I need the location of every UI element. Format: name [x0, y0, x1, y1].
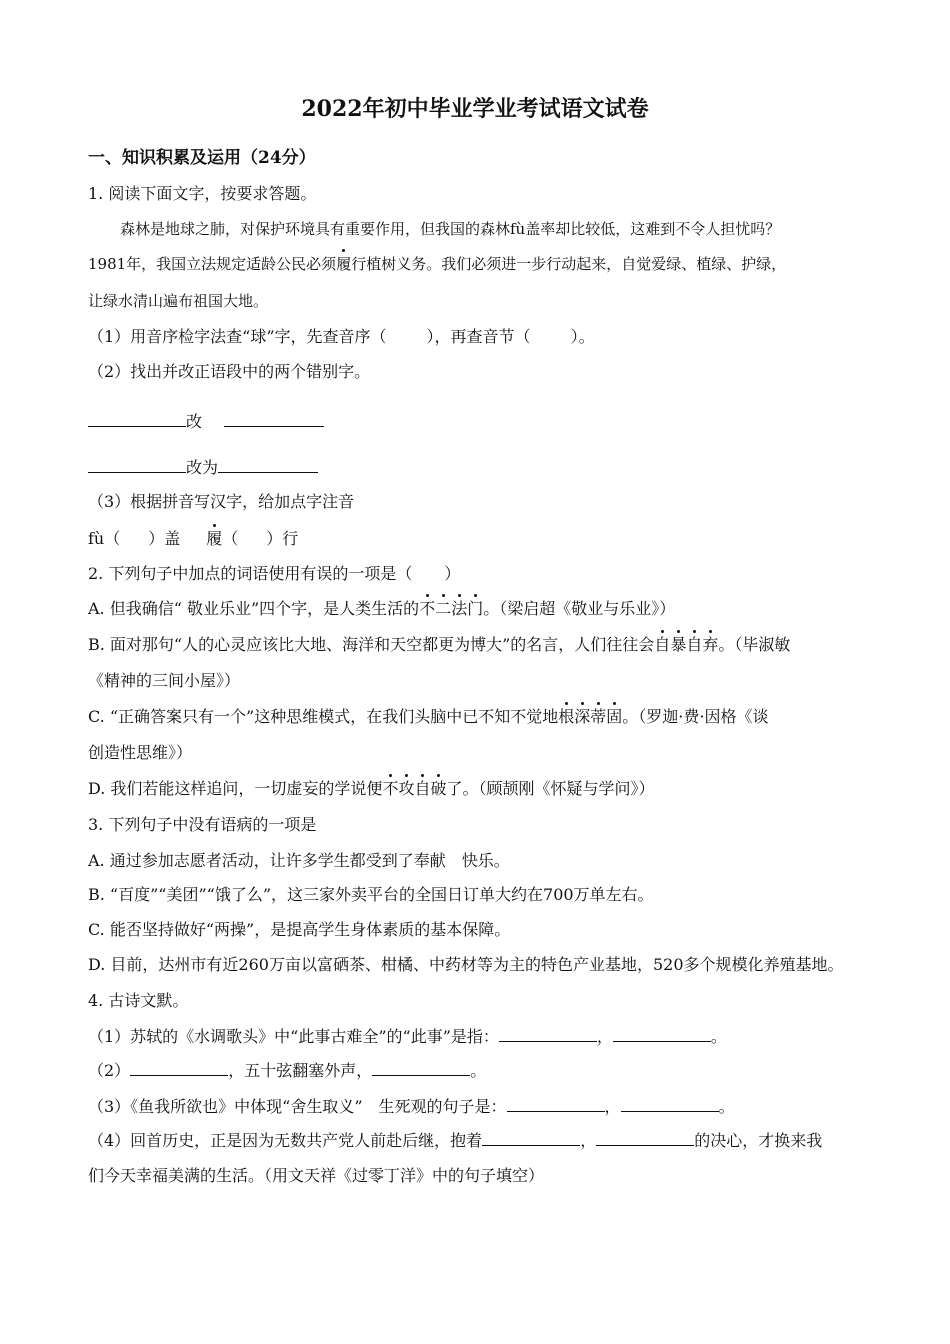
q4-sub3: [88, 1095, 735, 1118]
pinyin-text: ）盖: [148, 529, 181, 548]
option-text: 了。（顾颉刚《怀疑与学问》）: [446, 779, 655, 798]
answer-blank[interactable]: [130, 1059, 228, 1076]
q1-passage-line-3: 让绿水清山遍布祖国大地。: [88, 292, 269, 310]
q1-passage-line-2: [88, 253, 786, 275]
sub1-text: ），再查音节（: [426, 327, 531, 346]
q4-text: 的决心，才换来我: [694, 1131, 823, 1150]
q4-text: 。: [710, 1027, 727, 1046]
q3-option-c[interactable]: C. 能否坚持做好“两操”，是提高学生身体素质的基本保障。: [88, 920, 511, 939]
q1-pinyin-row: [88, 528, 298, 550]
dotted-character: 履: [336, 255, 352, 273]
answer-blank[interactable]: [88, 410, 186, 427]
q2-option-c[interactable]: [88, 706, 768, 728]
dotted-character: 弃: [702, 635, 719, 654]
pinyin-text: ）行: [266, 529, 299, 548]
fix-label: 改为: [186, 458, 219, 477]
q4-text: （4）回首历史，正是因为无数共产党人前赴后继，抱着: [88, 1131, 483, 1150]
q4-text: ，: [596, 1027, 613, 1046]
q3-option-b[interactable]: B. “百度”“美团”“饿了么”，这三家外卖平台的全国日订单大约在700万单左右。: [88, 885, 654, 904]
option-text: D. 我们若能这样追问，一切虚妄的学说便: [88, 779, 383, 798]
q2-option-a[interactable]: [88, 598, 675, 620]
q2-option-b-cont: 《精神的三间小屋》）: [88, 671, 241, 690]
q1-sub1: [88, 326, 595, 348]
q4-text: 。: [470, 1061, 487, 1080]
option-text: 。（罗迦·费·因格《谈: [622, 707, 769, 726]
answer-blank[interactable]: [224, 410, 324, 427]
pinyin-text: fù（: [88, 529, 121, 548]
dotted-character: 不: [419, 599, 436, 618]
q1-fix-row-2: [88, 456, 318, 479]
option-text: 。（毕淑敏: [718, 635, 791, 654]
option-text: B. 面对那句“人的心灵应该比大地、海洋和天空都更为博大”的名言，人们往往会: [88, 635, 655, 654]
q2-option-d[interactable]: [88, 778, 655, 800]
q2-stem: 2. 下列句子中加点的词语使用有误的一项是（ ）: [88, 564, 461, 583]
dotted-character: 二: [435, 599, 452, 618]
option-text: C. “正确答案只有一个”这种思维模式，在我们头脑中已不知不觉地: [88, 707, 559, 726]
fix-label: 改: [186, 412, 203, 431]
q1-passage-line-1: 森林是地球之肺，对保护环境具有重要作用，但我国的森林fù盖率却比较低，这难到不令人担忧吗？: [120, 220, 781, 238]
answer-blank[interactable]: [596, 1129, 694, 1146]
q1-sub2: （2）找出并改正语段中的两个错别字。: [88, 362, 371, 381]
answer-blank[interactable]: [482, 1129, 580, 1146]
dotted-character: 根: [558, 707, 575, 726]
section-heading: 一、知识积累及运用（24分）: [88, 148, 316, 168]
q4-text: （2）: [88, 1061, 131, 1080]
dotted-character: 门: [467, 599, 484, 618]
q3-option-a[interactable]: A. 通过参加志愿者活动，让许多学生都受到了奉献 快乐。: [88, 851, 510, 870]
q3-option-d[interactable]: D. 目前，达州市有近260万亩以富硒茶、柑橘、中药材等为主的特色产业基地，520多个规模化养殖基地。: [88, 955, 844, 974]
dotted-character: 暴: [670, 635, 687, 654]
option-text: 。（梁启超《敬业与乐业》）: [483, 599, 676, 618]
q2-option-b[interactable]: [88, 634, 790, 656]
passage-text: 行植树义务。我们必须进一步行动起来，自觉爱绿、植绿、护绿，: [351, 255, 787, 273]
q4-sub2: [88, 1059, 486, 1082]
dotted-character: 法: [451, 599, 468, 618]
q1-fix-row-1: [88, 410, 324, 433]
q3-stem: 3. 下列句子中没有语病的一项是: [88, 815, 317, 834]
q4-sub4: [88, 1129, 822, 1152]
sub1-text: ）。: [570, 327, 595, 346]
q1-sub3: （3）根据拼音写汉字，给加点字注音: [88, 492, 355, 511]
answer-blank[interactable]: [88, 456, 186, 473]
dotted-character: 攻: [398, 779, 415, 798]
q4-text: （3）《鱼我所欲也》中体现“舍生取义” 生死观的句子是：: [88, 1097, 507, 1116]
passage-text: 1981年，我国立法规定适龄公民必须: [88, 255, 337, 273]
q4-stem: 4. 古诗文默。: [88, 991, 189, 1010]
q4-text: 。: [718, 1097, 735, 1116]
q4-text: ，五十弦翻塞外声，: [228, 1061, 373, 1080]
answer-blank[interactable]: [372, 1059, 470, 1076]
dotted-character: 破: [430, 779, 447, 798]
dotted-character: 不: [382, 779, 399, 798]
q4-sub1: [88, 1025, 727, 1048]
dotted-character: 自: [414, 779, 431, 798]
q2-option-c-cont: 创造性思维》）: [88, 743, 193, 762]
q4-text: ，: [580, 1131, 597, 1150]
answer-blank[interactable]: [499, 1025, 597, 1042]
dotted-character: 蒂: [590, 707, 607, 726]
sub1-text: （1）用音序检字法查“球”字，先查音序（: [88, 327, 387, 346]
q4-sub4-cont: 们今天幸福美满的生活。（用文天祥《过零丁洋》中的句子填空）: [88, 1166, 545, 1185]
answer-blank[interactable]: [218, 456, 318, 473]
pinyin-text: （: [222, 529, 239, 548]
page-title: 2022年初中毕业学业考试语文试卷: [301, 96, 649, 122]
dotted-character: 固: [606, 707, 623, 726]
dotted-character: 自: [654, 635, 671, 654]
q1-stem: 1. 阅读下面文字，按要求答题。: [88, 184, 317, 203]
dotted-character: 自: [686, 635, 703, 654]
q4-text: ，: [604, 1097, 621, 1116]
answer-blank[interactable]: [621, 1095, 719, 1112]
answer-blank[interactable]: [507, 1095, 605, 1112]
q4-text: （1）苏轼的《水调歌头》中“此事古难全”的“此事”是指：: [88, 1027, 499, 1046]
dotted-character: 履: [206, 529, 223, 548]
dotted-character: 深: [574, 707, 591, 726]
option-text: A. 但我确信“ 敬业乐业”四个字，是人类生活的: [88, 599, 420, 618]
answer-blank[interactable]: [613, 1025, 711, 1042]
